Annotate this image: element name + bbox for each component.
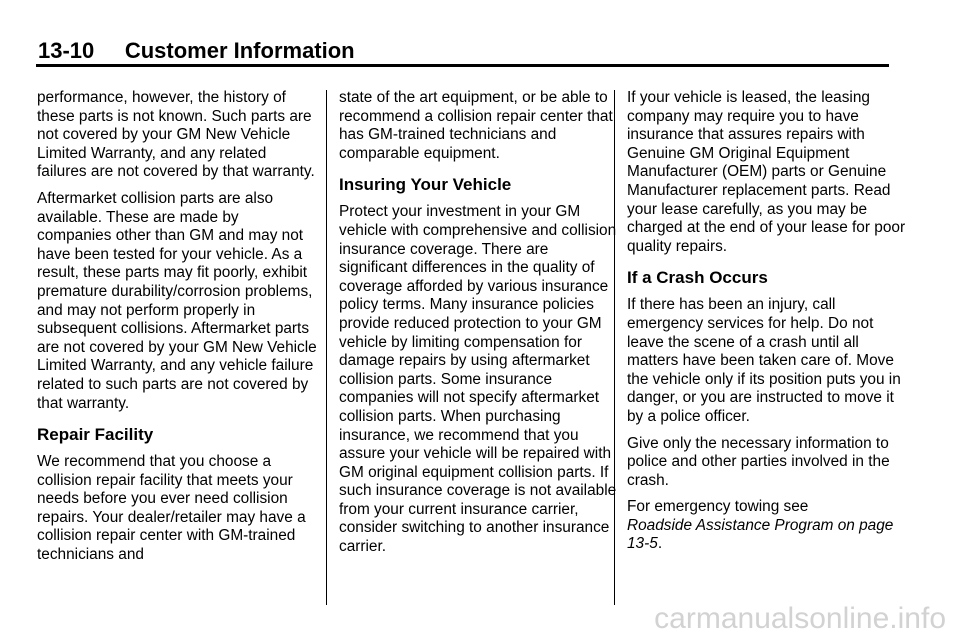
towing-text: For emergency towing see — [627, 498, 809, 516]
towing-period: . — [657, 535, 663, 553]
heading-insuring-vehicle: Insuring Your Vehicle — [339, 175, 512, 195]
column-divider-left — [326, 90, 327, 605]
paragraph-equipment: state of the art equipment, or be able to recommend a collision repair center that has GM-trained technicians and comparable equipment. — [339, 89, 613, 162]
heading-repair-facility: Repair Facility — [37, 425, 154, 445]
paragraph-parts-history: performance, however, the history of these parts is not known. Such parts are not covered by your GM New Vehicle Limited Warranty, and any related failures are not covered by that warranty. — [37, 89, 315, 181]
paragraph-insurance: Protect your investment in your GM vehicle with comprehensive and collision insurance coverage. There are significant differences in the quality of coverage afforded by various insurance policy terms. Many insurance policies provide reduced protection to your GM vehicle by limiting compensation for damage repairs by using aftermarket collision parts. Some insurance companies will not specify aftermarket collision parts. When purchasing insurance, we recommend that you assure your vehicle will be repaired with GM original equipment collision parts. If such insurance coverage is not available from your current insurance carrier, consider switching to another insurance carrier. — [339, 203, 617, 556]
paragraph-aftermarket-parts: Aftermarket collision parts are also available. These are made by companies other than GM and may not have been tested for your vehicle. As a result, these parts may fit poorly, exhibit premature durability/corrosion problems, and may not perform properly in subsequent collisions. Aftermarket parts are not covered by your GM New Vehicle Limited Warranty, and any vehicle failure related to such parts are not covered by that warranty. — [37, 189, 317, 412]
page-header — [36, 38, 889, 67]
paragraph-emergency-towing — [627, 498, 907, 554]
paragraph-leased-vehicle: If your vehicle is leased, the leasing company may require you to have insurance that assures repairs with Genuine GM Original Equipment Manufacturer (OEM) parts or Genuine Manufacturer replacement parts. Read your lease carefully, as you may be charged at the end of your lease for poor quality repairs. — [627, 89, 906, 255]
paragraph-necessary-information: Give only the necessary information to police and other parties involved in the crash. — [627, 434, 890, 489]
text-column-2 — [339, 89, 619, 565]
text-column-1 — [37, 89, 317, 573]
watermark-text: carmanualsonline.info — [654, 602, 946, 635]
roadside-assistance-link[interactable]: Roadside Assistance Program on page 13-5 — [627, 516, 894, 553]
paragraph-crash-injury: If there has been an injury, call emergency services for help. Do not leave the scene of a crash until all matters have been taken care of. Move the vehicle only if its position puts you in danger, or you are instructed to move it by a police officer. — [627, 296, 901, 425]
paragraph-repair-facility: We recommend that you choose a collision repair facility that meets your needs before you ever need collision repairs. Your dealer/retailer may have a collision repair center with GM-trained technicians and — [37, 453, 306, 564]
text-column-3 — [627, 89, 907, 562]
heading-crash-occurs: If a Crash Occurs — [627, 268, 768, 288]
page-title: 13-10 Customer Information — [38, 38, 355, 63]
